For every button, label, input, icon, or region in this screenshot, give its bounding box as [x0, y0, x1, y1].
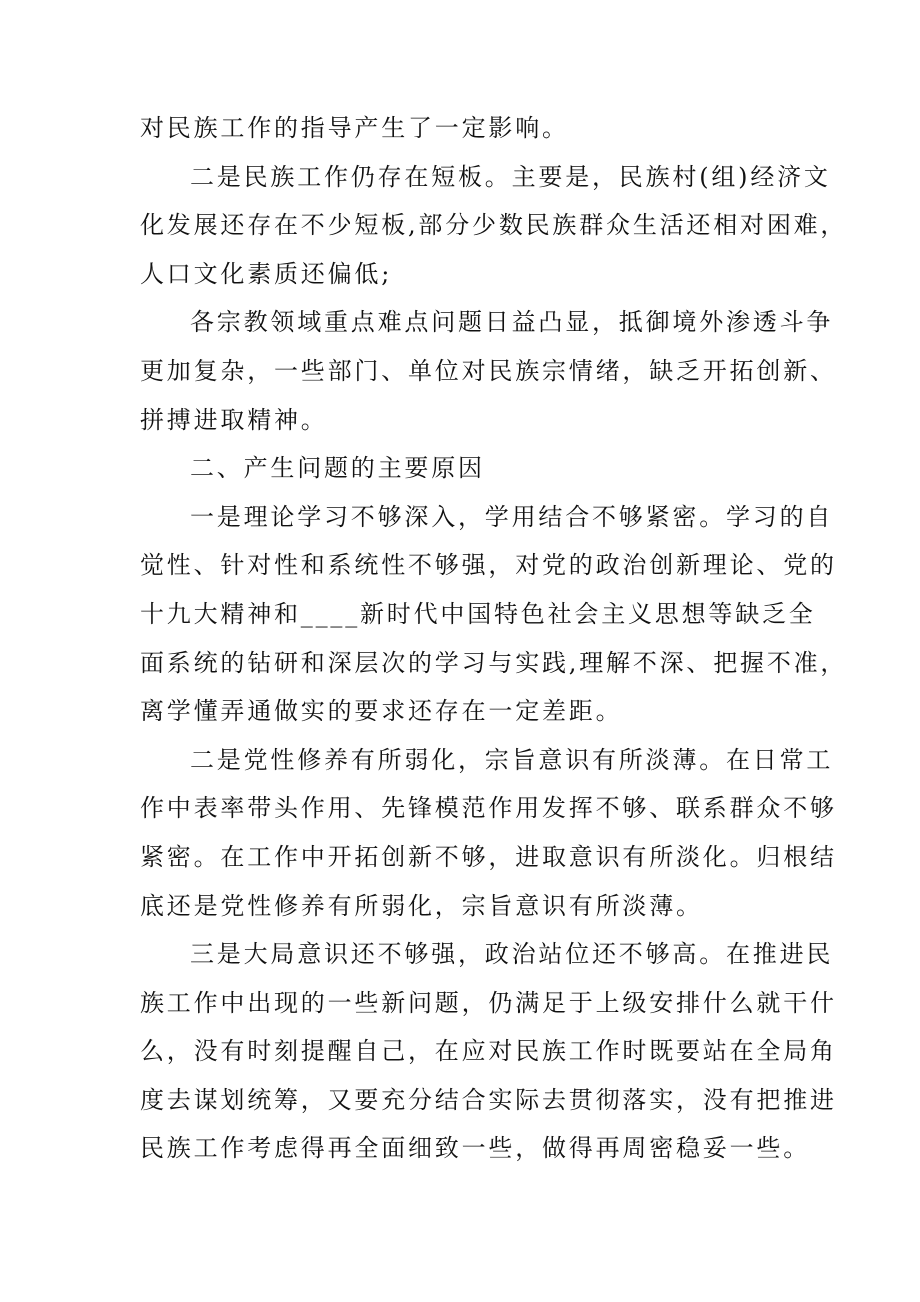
text-line: 底还是党性修养有所弱化，宗旨意识有所淡薄。 — [140, 891, 703, 920]
text-line: 面系统的钻研和深层次的学习与实践,理解不深、把握不准， — [140, 648, 848, 677]
text-line: 化发展还存在不少短板,部分少数民族群众生活还相对困难， — [140, 211, 848, 240]
text-line: 族工作中出现的一些新问题，仍满足于上级安排什么就干什 — [140, 988, 837, 1017]
text-line: 么，没有时刻提醒自己，在应对民族工作时既要站在全局角 — [140, 1037, 837, 1066]
text-line: 离学懂弄通做实的要求还存在一定差距。 — [140, 697, 623, 726]
text-line: 更加复杂，一些部门、单位对民族宗情绪，缺乏开拓创新、 — [140, 356, 837, 385]
text-line: 十九大精神和____新时代中国特色社会主义思想等缺乏全 — [140, 599, 816, 628]
text-line: 觉性、针对性和系统性不够强，对党的政治创新理论、党的 — [140, 551, 837, 580]
paragraph-start-line: 各宗教领域重点难点问题日益凸显，抵御境外渗透斗争 — [190, 308, 834, 337]
paragraph-start-line: 三是大局意识还不够强，政治站位还不够高。在推进民 — [190, 940, 834, 969]
paragraph-start-line: 二是党性修养有所弱化，宗旨意识有所淡薄。在日常工 — [190, 745, 834, 774]
text-line: 拼搏进取精神。 — [140, 405, 328, 434]
paragraph-start-line: 二是民族工作仍存在短板。主要是，民族村(组)经济文 — [190, 162, 831, 191]
text-line: 作中表率带头作用、先锋模范作用发挥不够、联系群众不够 — [140, 794, 837, 823]
text-line: 度去谋划统筹，又要充分结合实际去贯彻落实，没有把推进 — [140, 1085, 837, 1114]
document-body — [140, 104, 848, 1173]
text-line: 紧密。在工作中开拓创新不够，进取意识有所淡化。归根结 — [140, 842, 837, 871]
section-heading: 二、产生问题的主要原因 — [190, 454, 485, 483]
text-line: 对民族工作的指导产生了一定影响。 — [140, 114, 569, 142]
paragraph-start-line: 一是理论学习不够深入，学用结合不够紧密。学习的自 — [190, 502, 834, 531]
text-line: 民族工作考虑得再全面细致一些，做得再周密稳妥一些。 — [140, 1134, 810, 1163]
text-line: 人口文化素质还偏低; — [140, 259, 393, 288]
